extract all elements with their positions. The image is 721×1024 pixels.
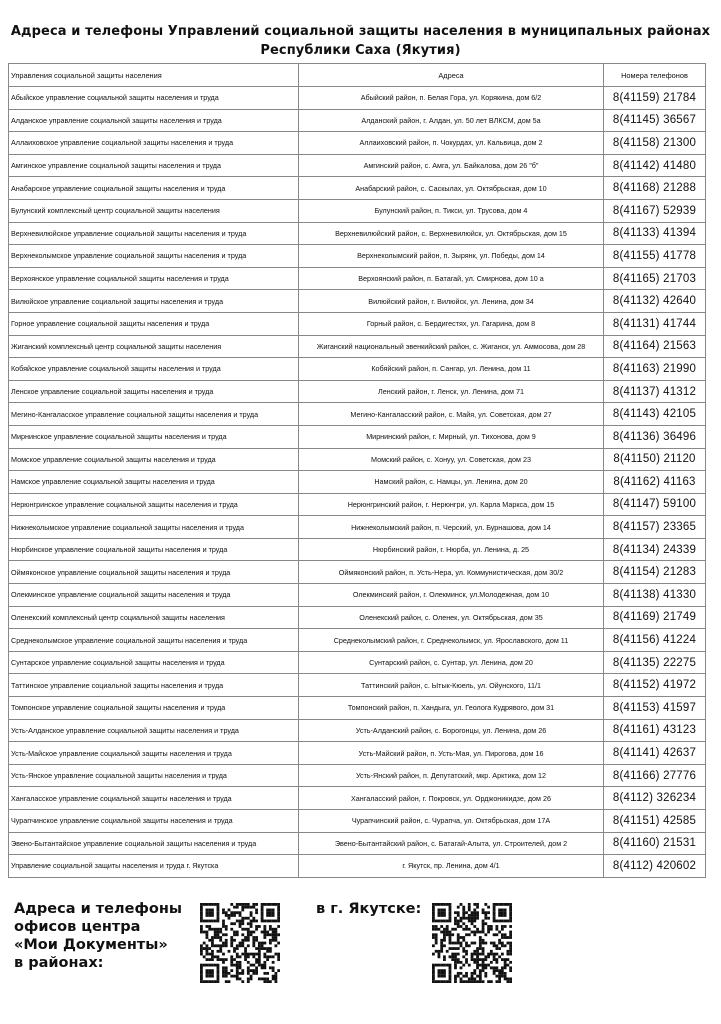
office-address-cell: Нижнеколымский район, п. Черский, ул. Бурнашова, дом 14 [299,516,604,539]
table-row [9,719,706,742]
office-address-cell: Момский район, с. Хонуу, ул. Советская, дом 23 [299,448,604,471]
office-name-cell: Анабарское управление социальной защиты населения и труда [9,177,299,200]
office-phone-cell: 8(41160) 21531 [604,832,706,855]
table-row [9,810,706,833]
office-phone-cell: 8(41167) 52939 [604,199,706,222]
office-name-cell: Оленекский комплексный центр социальной защиты населения [9,606,299,629]
title-line-1: Адреса и телефоны Управлений социальной защиты населения в муниципальных районах [10,24,711,39]
office-address-cell: г. Якутск, пр. Ленина, дом 4/1 [299,855,604,878]
office-address-cell: Мегино-Кангаласский район, с. Майя, ул. Советская, дом 27 [299,403,604,426]
office-name-cell: Верхневилюйское управление социальной защиты населения и труда [9,222,299,245]
table-row [9,674,706,697]
office-address-cell: Эвено-Бытантайский район, с. Батагай-Алыта, ул. Строителей, дом 2 [299,832,604,855]
districts-label-line: офисов центра [14,919,141,935]
office-name-cell: Жиганский комплексный центр социальной защиты населения [9,335,299,358]
office-name-cell: Ленское управление социальной защиты населения и труда [9,380,299,403]
title-line-2: Республики Саха (Якутия) [260,43,461,58]
table-row [9,87,706,110]
office-name-cell: Нижнеколымское управление социальной защиты населения и труда [9,516,299,539]
table-row [9,448,706,471]
office-address-cell: Вилюйский район, г. Вилюйск, ул. Ленина, дом 34 [299,290,604,313]
office-phone-cell: 8(41156) 41224 [604,629,706,652]
office-name-cell: Верхнеколымское управление социальной защиты населения и труда [9,245,299,268]
column-header-office: Управления социальной защиты населения [9,64,299,87]
page-title [10,22,711,60]
table-row [9,606,706,629]
office-phone-cell: 8(41161) 43123 [604,719,706,742]
office-address-cell: Томпонский район, п. Хандыга, ул. Геолога Кудрявого, дом 31 [299,697,604,720]
office-phone-cell: 8(41132) 42640 [604,290,706,313]
office-name-cell: Таттинское управление социальной защиты населения и труда [9,674,299,697]
table-row [9,245,706,268]
office-phone-cell: 8(41152) 41972 [604,674,706,697]
table-row [9,222,706,245]
yakutsk-label: в г. Якутске: [316,901,422,917]
office-phone-cell: 8(41135) 22275 [604,651,706,674]
office-address-cell: Аллаиховский район, п. Чокурдах, ул. Кальвица, дом 2 [299,132,604,155]
table-row [9,493,706,516]
office-phone-cell: 8(41169) 21749 [604,606,706,629]
table-row [9,312,706,335]
office-address-cell: Оймяконский район, п. Усть-Нера, ул. Коммунистическая, дом 30/2 [299,561,604,584]
office-address-cell: Горный район, с. Бердигестях, ул. Гагарина, дом 8 [299,312,604,335]
office-address-cell: Оленекский район, с. Оленек, ул. Октябрьская, дом 35 [299,606,604,629]
office-name-cell: Хангаласское управление социальной защиты населения и труда [9,787,299,810]
office-name-cell: Чурапчинское управление социальной защиты населения и труда [9,810,299,833]
table-row [9,425,706,448]
office-phone-cell: 8(4112) 420602 [604,855,706,878]
office-phone-cell: 8(41137) 41312 [604,380,706,403]
table-row [9,787,706,810]
office-name-cell: Усть-Янское управление социальной защиты населения и труда [9,764,299,787]
office-name-cell: Мирнинское управление социальной защиты населения и труда [9,425,299,448]
office-phone-cell: 8(41147) 59100 [604,493,706,516]
table-row [9,538,706,561]
office-name-cell: Амгинское управление социальной защиты населения и труда [9,154,299,177]
districts-label-line: Адреса и телефоны [14,901,182,917]
office-name-cell: Оймяконское управление социальной защиты населения и труда [9,561,299,584]
table-row [9,764,706,787]
table-row [9,154,706,177]
table-row [9,742,706,765]
office-phone-cell: 8(41150) 21120 [604,448,706,471]
office-address-cell: Булунский район, п. Тикси, ул. Трусова, дом 4 [299,199,604,222]
office-name-cell: Сунтарское управление социальной защиты населения и труда [9,651,299,674]
table-row [9,403,706,426]
office-name-cell: Булунский комплексный центр социальной защиты населения [9,199,299,222]
table-row [9,290,706,313]
office-phone-cell: 8(41165) 21703 [604,267,706,290]
office-name-cell: Мегино-Кангаласское управление социальной защиты населения и труда [9,403,299,426]
office-name-cell: Эвено-Бытантайское управление социальной защиты населения и труда [9,832,299,855]
office-phone-cell: 8(41138) 41330 [604,584,706,607]
table-row [9,199,706,222]
table-row [9,855,706,878]
office-name-cell: Кобяйское управление социальной защиты населения и труда [9,358,299,381]
office-name-cell: Верхоянское управление социальной защиты населения и труда [9,267,299,290]
table-header-row [9,64,706,87]
office-name-cell: Горное управление социальной защиты населения и труда [9,312,299,335]
office-name-cell: Усть-Майское управление социальной защиты населения и труда [9,742,299,765]
office-phone-cell: 8(41153) 41597 [604,697,706,720]
office-phone-cell: 8(41164) 21563 [604,335,706,358]
office-phone-cell: 8(4112) 326234 [604,787,706,810]
office-address-cell: Нерюнгринский район, г. Нерюнгри, ул. Карла Маркса, дом 15 [299,493,604,516]
table-row [9,335,706,358]
table-body [9,87,706,878]
office-address-cell: Верхоянский район, п. Батагай, ул. Смирнова, дом 10 а [299,267,604,290]
office-phone-cell: 8(41141) 42637 [604,742,706,765]
office-address-cell: Алданский район, г. Алдан, ул. 50 лет ВЛКСМ, дом 5а [299,109,604,132]
table-row [9,132,706,155]
table-row [9,516,706,539]
qr-code-icon[interactable] [200,903,280,983]
office-phone-cell: 8(41134) 24339 [604,538,706,561]
office-address-cell: Усть-Алданский район, с. Борогонцы, ул. Ленина, дом 26 [299,719,604,742]
office-name-cell: Управление социальной защиты населения и труда г. Якутска [9,855,299,878]
table-row [9,177,706,200]
office-address-cell: Олекминский район, г. Олекминск, ул.Молодежная, дом 10 [299,584,604,607]
office-address-cell: Сунтарский район, с. Сунтар, ул. Ленина, дом 20 [299,651,604,674]
office-name-cell: Абыйское управление социальной защиты населения и труда [9,87,299,110]
table-row [9,471,706,494]
column-header-address: Адреса [299,64,604,87]
office-address-cell: Верхнеколымский район, п. Зырянк, ул. Победы, дом 14 [299,245,604,268]
office-address-cell: Жиганский национальный эвенкийский район, с. Жиганск, ул. Аммосова, дом 28 [299,335,604,358]
office-address-cell: Усть-Янский район, п. Депутатский, мкр. Арктика, дом 12 [299,764,604,787]
office-phone-cell: 8(41166) 27776 [604,764,706,787]
office-address-cell: Таттинский район, с. Ытык-Кюель, ул. Ойунского, 11/1 [299,674,604,697]
office-phone-cell: 8(41168) 21288 [604,177,706,200]
office-name-cell: Нюрбинское управление социальной защиты населения и труда [9,538,299,561]
office-address-cell: Анабарский район, с. Саскылах, ул. Октябрьская, дом 10 [299,177,604,200]
column-header-phone: Номера телефонов [604,64,706,87]
table-row [9,697,706,720]
table-row [9,832,706,855]
office-address-cell: Абыйский район, п. Белая Гора, ул. Корякина, дом 6/2 [299,87,604,110]
office-phone-cell: 8(41145) 36567 [604,109,706,132]
office-name-cell: Алданское управление социальной защиты населения и труда [9,109,299,132]
office-address-cell: Ленский район, г. Ленск, ул. Ленина, дом 71 [299,380,604,403]
office-address-cell: Мирнинский район, г. Мирный, ул. Тихонова, дом 9 [299,425,604,448]
table-row [9,267,706,290]
table-row [9,380,706,403]
districts-offices-label [14,900,204,972]
office-address-cell: Чурапчинский район, с. Чурапча, ул. Октябрьская, дом 17А [299,810,604,833]
office-address-cell: Нюрбинский район, г. Нюрба, ул. Ленина, д. 25 [299,538,604,561]
table-row [9,358,706,381]
office-name-cell: Усть-Алданское управление социальной защиты населения и труда [9,719,299,742]
office-phone-cell: 8(41162) 41163 [604,471,706,494]
table-row [9,561,706,584]
office-address-cell: Усть-Майский район, п. Усть-Мая, ул. Пирогова, дом 16 [299,742,604,765]
office-phone-cell: 8(41155) 41778 [604,245,706,268]
office-phone-cell: 8(41159) 21784 [604,87,706,110]
table-row [9,109,706,132]
office-phone-cell: 8(41136) 36496 [604,425,706,448]
office-phone-cell: 8(41157) 23365 [604,516,706,539]
qr-code-icon[interactable] [432,903,512,983]
office-address-cell: Хангаласский район, г. Покровск, ул. Орджоникидзе, дом 26 [299,787,604,810]
office-phone-cell: 8(41154) 21283 [604,561,706,584]
districts-label-line: в районах: [14,955,104,971]
office-address-cell: Кобяйский район, п. Сангар, ул. Ленина, дом 11 [299,358,604,381]
office-address-cell: Среднеколымский район, г. Среднеколымск, ул. Ярославского, дом 11 [299,629,604,652]
districts-label-line: «Мои Документы» [14,937,168,953]
office-name-cell: Момское управление социальной защиты населения и труда [9,448,299,471]
office-name-cell: Намское управление социальной защиты населения и труда [9,471,299,494]
office-name-cell: Олекминское управление социальной защиты населения и труда [9,584,299,607]
office-phone-cell: 8(41158) 21300 [604,132,706,155]
table-row [9,584,706,607]
table-row [9,651,706,674]
office-phone-cell: 8(41151) 42585 [604,810,706,833]
office-phone-cell: 8(41131) 41744 [604,312,706,335]
office-address-cell: Намский район, с. Намцы, ул. Ленина, дом 20 [299,471,604,494]
office-name-cell: Вилюйское управление социальной защиты населения и труда [9,290,299,313]
office-phone-cell: 8(41133) 41394 [604,222,706,245]
office-name-cell: Томпонское управление социальной защиты населения и труда [9,697,299,720]
offices-table [8,63,706,878]
office-name-cell: Аллаиховское управление социальной защиты населения и труда [9,132,299,155]
table-row [9,629,706,652]
office-phone-cell: 8(41142) 41480 [604,154,706,177]
office-address-cell: Амгинский район, с. Амга, ул. Байкалова, дом 26 "б" [299,154,604,177]
office-phone-cell: 8(41163) 21990 [604,358,706,381]
office-address-cell: Верхневилюйский район, с. Верхневилюйск, ул. Октябрьская, дом 15 [299,222,604,245]
office-name-cell: Среднеколымское управление социальной защиты населения и труда [9,629,299,652]
office-phone-cell: 8(41143) 42105 [604,403,706,426]
office-name-cell: Нерюнгринское управление социальной защиты населения и труда [9,493,299,516]
